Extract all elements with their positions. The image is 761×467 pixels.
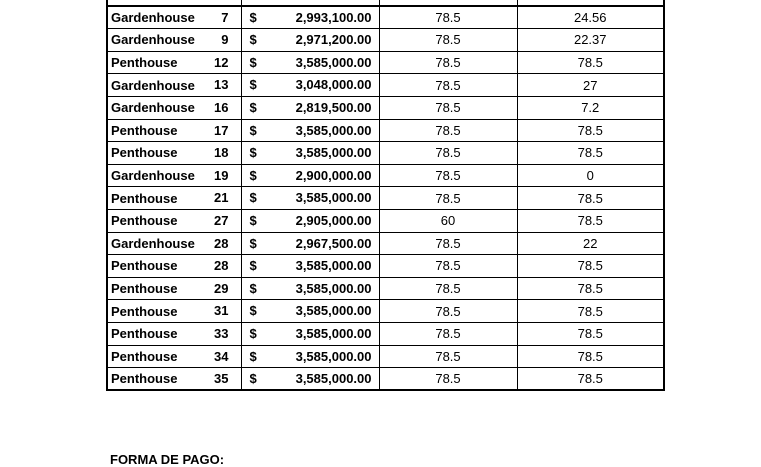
table-row	[107, 345, 664, 368]
unit-type: Gardenhouse	[111, 100, 195, 116]
unit-type-cell[interactable]	[107, 74, 241, 97]
area-b-cell[interactable]: 7.2	[517, 96, 664, 119]
area-a-cell[interactable]: 78.5	[379, 164, 517, 187]
price-amount: 2,819,500.00	[295, 99, 372, 115]
currency-symbol: $	[249, 99, 257, 115]
unit-number: 17	[214, 122, 229, 138]
currency-symbol: $	[249, 190, 257, 206]
currency-symbol: $	[249, 280, 257, 296]
area-b-cell[interactable]: 78.5	[517, 142, 664, 165]
unit-type: Gardenhouse	[111, 32, 195, 48]
currency-symbol: $	[249, 212, 257, 228]
currency-symbol: $	[249, 122, 257, 138]
currency-symbol: $	[249, 145, 257, 161]
unit-type-cell[interactable]	[107, 142, 241, 165]
unit-type-cell[interactable]	[107, 345, 241, 368]
price-cell[interactable]	[241, 209, 379, 232]
table-row	[107, 300, 664, 323]
unit-number: 7	[221, 10, 229, 26]
area-b-cell[interactable]: 78.5	[517, 277, 664, 300]
unit-type: Penthouse	[111, 371, 178, 387]
area-b-cell[interactable]: 78.5	[517, 255, 664, 278]
unit-type-cell[interactable]	[107, 277, 241, 300]
price-amount: 2,993,100.00	[295, 10, 372, 26]
unit-type-cell[interactable]	[107, 255, 241, 278]
table-row	[107, 74, 664, 97]
currency-symbol: $	[249, 325, 257, 341]
unit-type-cell[interactable]	[107, 368, 241, 391]
currency-symbol: $	[249, 371, 257, 387]
currency-symbol: $	[249, 348, 257, 364]
currency-symbol: $	[249, 167, 257, 183]
unit-type-cell[interactable]	[107, 119, 241, 142]
area-b-cell[interactable]: 24.56	[517, 6, 664, 29]
unit-type: Gardenhouse	[111, 235, 195, 251]
price-amount: 2,905,000.00	[295, 212, 372, 228]
price-amount: 2,967,500.00	[295, 235, 372, 251]
unit-type-cell[interactable]	[107, 209, 241, 232]
price-cell[interactable]	[241, 6, 379, 29]
price-cell[interactable]	[241, 74, 379, 97]
area-a-cell[interactable]: 60	[379, 209, 517, 232]
price-cell[interactable]	[241, 300, 379, 323]
unit-type: Penthouse	[111, 145, 178, 161]
price-cell[interactable]	[241, 187, 379, 210]
currency-symbol: $	[249, 32, 257, 48]
area-b-cell[interactable]: 78.5	[517, 345, 664, 368]
table-row	[107, 6, 664, 29]
table-row	[107, 187, 664, 210]
unit-type-cell[interactable]	[107, 164, 241, 187]
table-row	[107, 164, 664, 187]
unit-type: Penthouse	[111, 55, 178, 71]
area-a-cell[interactable]: 78.5	[379, 119, 517, 142]
area-a-cell[interactable]: 78.5	[379, 277, 517, 300]
table-row	[107, 209, 664, 232]
unit-number: 33	[214, 325, 229, 341]
price-amount: 3,585,000.00	[295, 54, 372, 70]
area-b-cell[interactable]: 78.5	[517, 51, 664, 74]
area-a-cell[interactable]: 78.5	[379, 368, 517, 391]
unit-type-cell[interactable]	[107, 232, 241, 255]
area-a-cell[interactable]: 78.5	[379, 74, 517, 97]
unit-number: 28	[214, 258, 229, 274]
area-a-cell[interactable]: 78.5	[379, 300, 517, 323]
units-price-table	[106, 0, 665, 391]
price-amount: 3,585,000.00	[295, 258, 372, 274]
area-b-cell[interactable]: 78.5	[517, 209, 664, 232]
area-a-cell[interactable]: 78.5	[379, 142, 517, 165]
unit-type: Gardenhouse	[111, 10, 195, 26]
price-amount: 3,585,000.00	[295, 280, 372, 296]
area-b-cell[interactable]: 78.5	[517, 187, 664, 210]
price-amount: 3,585,000.00	[295, 122, 372, 138]
unit-number: 35	[214, 371, 229, 387]
unit-type-cell[interactable]	[107, 187, 241, 210]
area-b-cell[interactable]: 78.5	[517, 119, 664, 142]
unit-number: 21	[214, 190, 229, 206]
currency-symbol: $	[249, 77, 257, 93]
area-b-cell[interactable]: 22	[517, 232, 664, 255]
unit-type: Gardenhouse	[111, 77, 195, 93]
area-b-cell[interactable]: 78.5	[517, 300, 664, 323]
table-row	[107, 368, 664, 391]
table-row	[107, 119, 664, 142]
area-a-cell[interactable]: 78.5	[379, 29, 517, 52]
price-amount: 2,971,200.00	[295, 32, 372, 48]
unit-type: Penthouse	[111, 258, 178, 274]
price-cell[interactable]	[241, 322, 379, 345]
unit-number: 9	[221, 32, 229, 48]
table-row	[107, 255, 664, 278]
area-b-cell[interactable]: 78.5	[517, 322, 664, 345]
unit-number: 27	[214, 212, 229, 228]
area-b-cell[interactable]: 78.5	[517, 368, 664, 391]
area-b-cell[interactable]: 22.37	[517, 29, 664, 52]
unit-type: Penthouse	[111, 213, 178, 229]
unit-type-cell[interactable]	[107, 6, 241, 29]
table-row	[107, 277, 664, 300]
price-cell[interactable]	[241, 255, 379, 278]
unit-number: 29	[214, 280, 229, 296]
area-b-cell[interactable]: 27	[517, 74, 664, 97]
payment-section-title: FORMA DE PAGO:	[110, 452, 225, 467]
unit-type: Penthouse	[111, 326, 178, 342]
currency-symbol: $	[249, 235, 257, 251]
price-cell[interactable]	[241, 119, 379, 142]
unit-type-cell[interactable]	[107, 29, 241, 52]
currency-symbol: $	[249, 54, 257, 70]
table-row	[107, 96, 664, 119]
price-amount: 3,585,000.00	[295, 190, 372, 206]
unit-type: Penthouse	[111, 190, 178, 206]
units-table-body	[107, 0, 664, 390]
price-cell[interactable]	[241, 232, 379, 255]
price-amount: 3,585,000.00	[295, 371, 372, 387]
currency-symbol: $	[249, 303, 257, 319]
price-amount: 3,585,000.00	[295, 145, 372, 161]
unit-number: 34	[214, 348, 229, 364]
price-cell[interactable]	[241, 345, 379, 368]
area-a-cell[interactable]: 78.5	[379, 345, 517, 368]
unit-number: 31	[214, 303, 229, 319]
unit-type-cell[interactable]	[107, 96, 241, 119]
area-a-cell[interactable]: 78.5	[379, 322, 517, 345]
table-row	[107, 29, 664, 52]
table-row	[107, 51, 664, 74]
price-cell[interactable]	[241, 142, 379, 165]
unit-type: Gardenhouse	[111, 168, 195, 184]
area-a-cell[interactable]: 78.5	[379, 232, 517, 255]
area-a-cell[interactable]: 78.5	[379, 96, 517, 119]
unit-type: Penthouse	[111, 122, 178, 138]
price-cell[interactable]	[241, 164, 379, 187]
unit-number: 12	[214, 54, 229, 70]
unit-number: 16	[214, 99, 229, 115]
unit-number: 19	[214, 167, 229, 183]
price-cell[interactable]	[241, 277, 379, 300]
table-row	[107, 232, 664, 255]
area-a-cell[interactable]: 78.5	[379, 6, 517, 29]
unit-number: 28	[214, 235, 229, 251]
table-row	[107, 142, 664, 165]
table-row	[107, 322, 664, 345]
price-cell[interactable]	[241, 51, 379, 74]
currency-symbol: $	[249, 10, 257, 26]
price-amount: 3,585,000.00	[295, 325, 372, 341]
unit-number: 13	[214, 77, 229, 93]
unit-type: Penthouse	[111, 348, 178, 364]
unit-type: Penthouse	[111, 281, 178, 297]
area-a-cell[interactable]: 78.5	[379, 51, 517, 74]
area-b-cell[interactable]: 0	[517, 164, 664, 187]
area-a-cell[interactable]: 78.5	[379, 187, 517, 210]
price-cell[interactable]	[241, 29, 379, 52]
area-a-cell[interactable]: 78.5	[379, 255, 517, 278]
price-amount: 2,900,000.00	[295, 167, 372, 183]
price-amount: 3,585,000.00	[295, 348, 372, 364]
unit-type: Penthouse	[111, 303, 178, 319]
unit-type-cell[interactable]	[107, 51, 241, 74]
unit-type-cell[interactable]	[107, 300, 241, 323]
price-amount: 3,048,000.00	[295, 77, 372, 93]
unit-number: 18	[214, 145, 229, 161]
price-amount: 3,585,000.00	[295, 303, 372, 319]
price-cell[interactable]	[241, 368, 379, 391]
currency-symbol: $	[249, 258, 257, 274]
unit-type-cell[interactable]	[107, 322, 241, 345]
price-cell[interactable]	[241, 96, 379, 119]
